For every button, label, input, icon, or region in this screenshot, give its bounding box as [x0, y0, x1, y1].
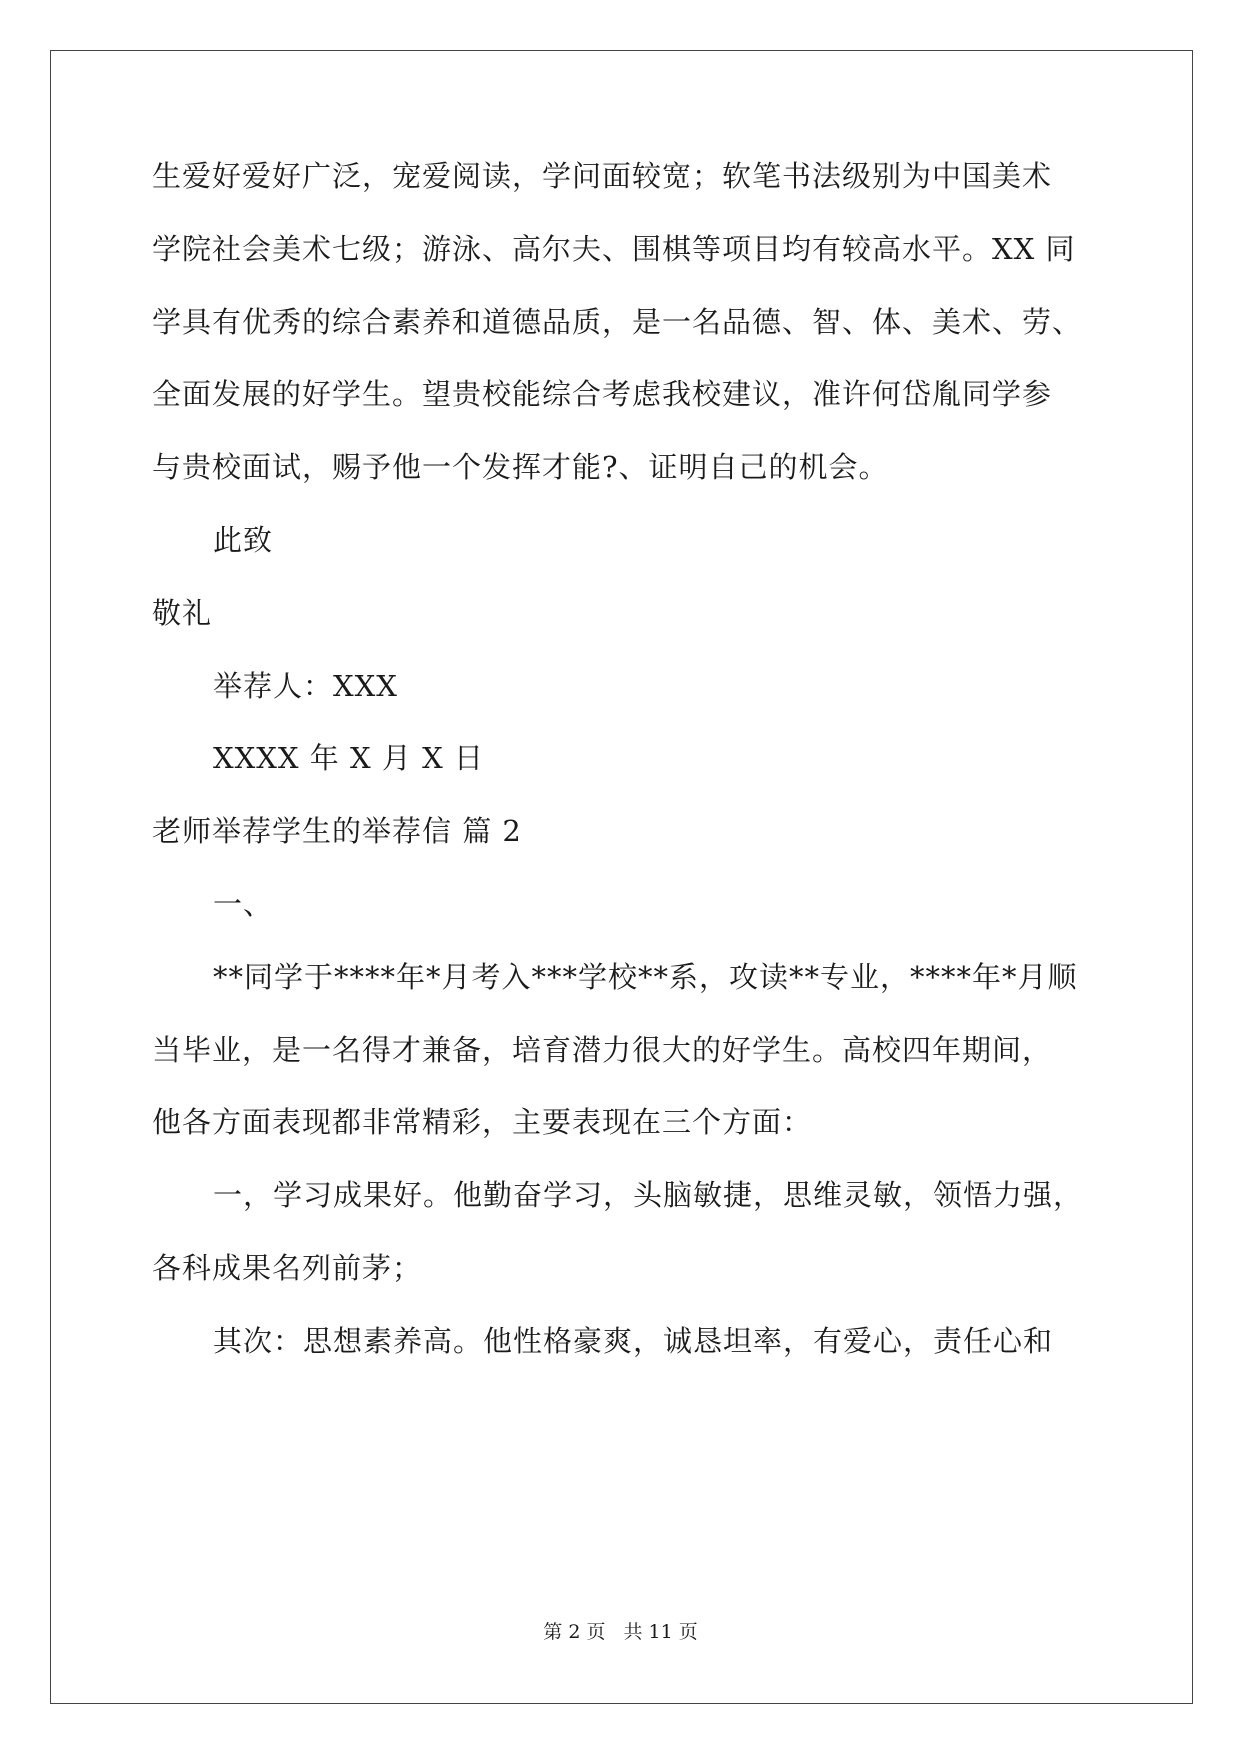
page-footer [0, 1620, 1241, 1644]
recommender-line: 举荐人：XXX [213, 669, 398, 703]
page-border [50, 50, 1193, 1704]
body-text-line: 学院社会美术七级；游泳、高尔夫、围棋等项目均有较高水平。XX 同 [152, 232, 1076, 266]
body-text-line: 与贵校面试，赐予他一个发挥才能?、证明自己的机会。 [152, 450, 889, 484]
closing-line: 敬礼 [152, 596, 213, 630]
date-line: XXXX 年 X 月 X 日 [213, 741, 484, 775]
body-text-line: 生爱好爱好广泛，宠爱阅读，学问面较宽；软笔书法级别为中国美术 [152, 159, 1053, 193]
section-heading: 老师举荐学生的举荐信 篇 2 [152, 814, 522, 848]
body-text-line: 一，学习成果好。他勤奋学习，头脑敏捷，思维灵敏，领悟力强， [213, 1178, 1084, 1212]
section-number: 一、 [213, 887, 274, 921]
body-text-line: **同学于****年*月考入***学校**系，攻读**专业，****年*月顺 [213, 960, 1078, 994]
body-text-line: 其次：思想素养高。他性格豪爽，诚恳坦率，有爱心，责任心和 [213, 1324, 1054, 1358]
page-total: 共 11 页 [623, 1621, 698, 1643]
body-text-line: 全面发展的好学生。望贵校能综合考虑我校建议，准许何岱胤同学参 [152, 377, 1053, 411]
body-text-line: 当毕业，是一名得才兼备，培育潜力很大的好学生。高校四年期间， [152, 1033, 1053, 1067]
salutation-line: 此致 [213, 523, 274, 557]
page-number: 第 2 页 [543, 1621, 606, 1643]
body-text-line: 学具有优秀的综合素养和道德品质，是一名品德、智、体、美术、劳、 [152, 305, 1083, 339]
body-text-line: 他各方面表现都非常精彩，主要表现在三个方面： [152, 1105, 813, 1139]
body-text-line: 各科成果名列前茅； [152, 1251, 423, 1285]
